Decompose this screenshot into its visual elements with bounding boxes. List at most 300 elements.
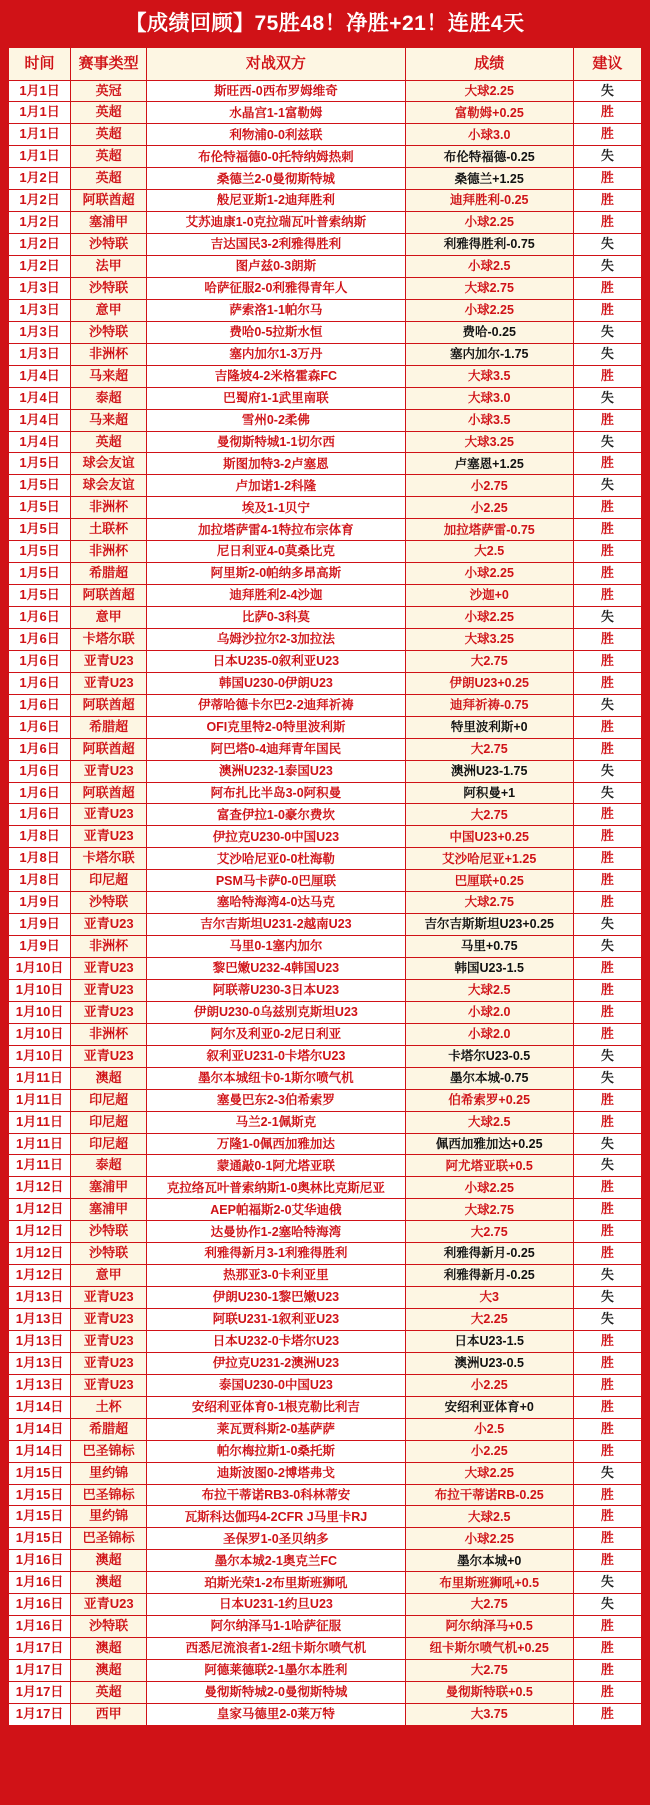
cell-date: 1月15日 — [9, 1462, 71, 1484]
cell-advice: 胜 — [573, 497, 641, 519]
cell-result: 布里斯班狮吼+0.5 — [405, 1572, 573, 1594]
cell-date: 1月6日 — [9, 628, 71, 650]
cell-result: 大球2.5 — [405, 1111, 573, 1133]
cell-match: 马里0-1塞内加尔 — [147, 936, 405, 958]
cell-date: 1月3日 — [9, 277, 71, 299]
cell-advice: 胜 — [573, 1111, 641, 1133]
cell-league: 非洲杯 — [71, 936, 147, 958]
cell-advice: 胜 — [573, 124, 641, 146]
column-header-result: 成绩 — [405, 48, 573, 80]
table-row — [9, 1133, 642, 1155]
cell-date: 1月6日 — [9, 607, 71, 629]
cell-league: 希腊超 — [71, 563, 147, 585]
table-row — [9, 607, 642, 629]
cell-result: 大球2.75 — [405, 892, 573, 914]
cell-advice: 失 — [573, 1265, 641, 1287]
cell-match: 伊拉克U231-2澳洲U23 — [147, 1352, 405, 1374]
cell-match: AEP帕福斯2-0艾华迪俄 — [147, 1199, 405, 1221]
table-row — [9, 826, 642, 848]
cell-league: 阿联酋超 — [71, 585, 147, 607]
cell-match: 比萨0-3科莫 — [147, 607, 405, 629]
table-row — [9, 804, 642, 826]
table-row — [9, 1616, 642, 1638]
cell-result: 大2.5 — [405, 541, 573, 563]
cell-league: 澳超 — [71, 1572, 147, 1594]
table-row — [9, 1023, 642, 1045]
results-table — [8, 47, 642, 1726]
cell-match: 迪拜胜利2-4沙迦 — [147, 585, 405, 607]
cell-advice: 胜 — [573, 102, 641, 124]
table-row — [9, 1045, 642, 1067]
cell-league: 亚青U23 — [71, 1374, 147, 1396]
cell-match: 日本U231-1约旦U23 — [147, 1594, 405, 1616]
cell-result: 韩国U23-1.5 — [405, 958, 573, 980]
table-row — [9, 431, 642, 453]
cell-date: 1月12日 — [9, 1199, 71, 1221]
cell-league: 卡塔尔联 — [71, 848, 147, 870]
cell-league: 巴圣锦标 — [71, 1528, 147, 1550]
cell-date: 1月4日 — [9, 365, 71, 387]
cell-date: 1月12日 — [9, 1177, 71, 1199]
table-row — [9, 760, 642, 782]
cell-league: 非洲杯 — [71, 497, 147, 519]
cell-match: 曼彻斯特城2-0曼彻斯特城 — [147, 1681, 405, 1703]
table-row — [9, 321, 642, 343]
cell-date: 1月15日 — [9, 1484, 71, 1506]
cell-match: 日本U235-0叙利亚U23 — [147, 650, 405, 672]
cell-match: 西悉尼流浪者1-2纽卡斯尔喷气机 — [147, 1638, 405, 1660]
cell-match: 卢加诺1-2科隆 — [147, 475, 405, 497]
cell-match: 桑德兰2-0曼彻斯特城 — [147, 168, 405, 190]
cell-result: 加拉塔萨雷-0.75 — [405, 519, 573, 541]
cell-league: 意甲 — [71, 299, 147, 321]
cell-league: 亚青U23 — [71, 1352, 147, 1374]
cell-result: 安绍利亚体育+0 — [405, 1396, 573, 1418]
cell-advice: 胜 — [573, 1703, 641, 1725]
cell-match: 热那亚3-0卡利亚里 — [147, 1265, 405, 1287]
cell-advice: 失 — [573, 760, 641, 782]
cell-match: 韩国U230-0伊朗U23 — [147, 672, 405, 694]
table-row — [9, 1111, 642, 1133]
cell-date: 1月13日 — [9, 1374, 71, 1396]
cell-advice: 失 — [573, 1462, 641, 1484]
table-row — [9, 628, 642, 650]
cell-date: 1月6日 — [9, 650, 71, 672]
cell-result: 大2.75 — [405, 738, 573, 760]
cell-match: 乌姆沙拉尔2-3加拉法 — [147, 628, 405, 650]
table-row — [9, 1418, 642, 1440]
cell-league: 卡塔尔联 — [71, 628, 147, 650]
cell-match: 阿尔纳泽马1-1哈萨征服 — [147, 1616, 405, 1638]
cell-date: 1月4日 — [9, 387, 71, 409]
cell-league: 英超 — [71, 431, 147, 453]
cell-league: 塞浦甲 — [71, 1199, 147, 1221]
cell-league: 阿联酋超 — [71, 782, 147, 804]
table-row — [9, 168, 642, 190]
table-row — [9, 1155, 642, 1177]
cell-advice: 失 — [573, 914, 641, 936]
cell-match: 阿布扎比半岛3-0阿积曼 — [147, 782, 405, 804]
table-row — [9, 409, 642, 431]
table-row — [9, 936, 642, 958]
cell-date: 1月14日 — [9, 1440, 71, 1462]
cell-result: 澳洲U23-0.5 — [405, 1352, 573, 1374]
cell-advice: 失 — [573, 1155, 641, 1177]
cell-date: 1月10日 — [9, 979, 71, 1001]
table-row — [9, 738, 642, 760]
cell-match: 莱瓦贾科斯2-0基萨萨 — [147, 1418, 405, 1440]
cell-advice: 胜 — [573, 650, 641, 672]
table-row — [9, 1243, 642, 1265]
table-row — [9, 1681, 642, 1703]
cell-date: 1月1日 — [9, 124, 71, 146]
cell-advice: 胜 — [573, 1243, 641, 1265]
cell-date: 1月13日 — [9, 1352, 71, 1374]
cell-date: 1月11日 — [9, 1111, 71, 1133]
table-row — [9, 1309, 642, 1331]
cell-date: 1月16日 — [9, 1594, 71, 1616]
cell-match: 黎巴嫩U232-4韩国U23 — [147, 958, 405, 980]
cell-date: 1月1日 — [9, 146, 71, 168]
cell-result: 布拉干蒂诺RB-0.25 — [405, 1484, 573, 1506]
cell-league: 塞浦甲 — [71, 212, 147, 234]
cell-advice: 胜 — [573, 958, 641, 980]
cell-result: 阿尤塔亚联+0.5 — [405, 1155, 573, 1177]
cell-advice: 失 — [573, 1594, 641, 1616]
cell-date: 1月9日 — [9, 914, 71, 936]
cell-match: 万隆1-0佩西加雅加达 — [147, 1133, 405, 1155]
cell-result: 澳洲U23-1.75 — [405, 760, 573, 782]
cell-date: 1月15日 — [9, 1506, 71, 1528]
table-row — [9, 1440, 642, 1462]
cell-advice: 失 — [573, 1133, 641, 1155]
cell-date: 1月12日 — [9, 1265, 71, 1287]
cell-date: 1月2日 — [9, 168, 71, 190]
cell-league: 沙特联 — [71, 1243, 147, 1265]
cell-league: 亚青U23 — [71, 958, 147, 980]
cell-date: 1月16日 — [9, 1616, 71, 1638]
cell-league: 亚青U23 — [71, 1287, 147, 1309]
table-body — [9, 80, 642, 1725]
cell-league: 沙特联 — [71, 277, 147, 299]
cell-result: 迪拜胜利-0.25 — [405, 190, 573, 212]
cell-league: 澳超 — [71, 1638, 147, 1660]
cell-league: 巴圣锦标 — [71, 1440, 147, 1462]
table-row — [9, 892, 642, 914]
table-row — [9, 343, 642, 365]
cell-result: 卢塞恩+1.25 — [405, 453, 573, 475]
cell-result: 小2.25 — [405, 1440, 573, 1462]
cell-date: 1月6日 — [9, 782, 71, 804]
table-row — [9, 387, 642, 409]
cell-advice: 胜 — [573, 1352, 641, 1374]
cell-date: 1月15日 — [9, 1528, 71, 1550]
cell-league: 球会友谊 — [71, 475, 147, 497]
cell-result: 大3 — [405, 1287, 573, 1309]
cell-match: 阿德莱德联2-1墨尔本胜利 — [147, 1660, 405, 1682]
cell-advice: 失 — [573, 1309, 641, 1331]
cell-match: 萨索洛1-1帕尔马 — [147, 299, 405, 321]
cell-date: 1月14日 — [9, 1418, 71, 1440]
cell-match: 帕尔梅拉斯1-0桑托斯 — [147, 1440, 405, 1462]
cell-date: 1月11日 — [9, 1133, 71, 1155]
cell-league: 亚青U23 — [71, 804, 147, 826]
column-header-league: 赛事类型 — [71, 48, 147, 80]
cell-league: 土杯 — [71, 1396, 147, 1418]
table-row — [9, 1638, 642, 1660]
cell-result: 大球2.5 — [405, 979, 573, 1001]
cell-advice: 失 — [573, 782, 641, 804]
cell-result: 小球3.5 — [405, 409, 573, 431]
cell-match: 迪斯波图0-2博塔弗戈 — [147, 1462, 405, 1484]
cell-league: 球会友谊 — [71, 453, 147, 475]
cell-advice: 失 — [573, 234, 641, 256]
cell-match: PSM马卡萨0-0巴厘联 — [147, 870, 405, 892]
cell-match: 马兰2-1佩斯克 — [147, 1111, 405, 1133]
cell-date: 1月4日 — [9, 409, 71, 431]
cell-league: 亚青U23 — [71, 914, 147, 936]
cell-match: 塞内加尔1-3万丹 — [147, 343, 405, 365]
cell-advice: 失 — [573, 387, 641, 409]
cell-result: 布伦特福德-0.25 — [405, 146, 573, 168]
cell-advice: 失 — [573, 431, 641, 453]
column-header-match: 对战双方 — [147, 48, 405, 80]
table-row — [9, 782, 642, 804]
cell-result: 利雅得新月-0.25 — [405, 1243, 573, 1265]
cell-league: 阿联酋超 — [71, 694, 147, 716]
cell-date: 1月13日 — [9, 1287, 71, 1309]
cell-match: 布伦特福德0-0托特纳姆热刺 — [147, 146, 405, 168]
cell-date: 1月11日 — [9, 1089, 71, 1111]
cell-league: 希腊超 — [71, 716, 147, 738]
cell-match: 利雅得新月3-1利雅得胜利 — [147, 1243, 405, 1265]
cell-result: 墨尔本城+0 — [405, 1550, 573, 1572]
table-row — [9, 870, 642, 892]
cell-match: 阿尔及利亚0-2尼日利亚 — [147, 1023, 405, 1045]
cell-result: 小球2.0 — [405, 1023, 573, 1045]
cell-league: 泰超 — [71, 387, 147, 409]
cell-match: 利物浦0-0利兹联 — [147, 124, 405, 146]
cell-date: 1月17日 — [9, 1703, 71, 1725]
cell-advice: 胜 — [573, 672, 641, 694]
cell-date: 1月2日 — [9, 256, 71, 278]
table-row — [9, 234, 642, 256]
table-row — [9, 1484, 642, 1506]
table-row — [9, 541, 642, 563]
cell-match: 澳洲U232-1泰国U23 — [147, 760, 405, 782]
cell-match: 阿里斯2-0帕纳多昂高斯 — [147, 563, 405, 585]
cell-result: 小球2.25 — [405, 563, 573, 585]
table-row — [9, 958, 642, 980]
cell-league: 亚青U23 — [71, 1045, 147, 1067]
table-row — [9, 1221, 642, 1243]
table-row — [9, 1703, 642, 1725]
cell-result: 大3.75 — [405, 1703, 573, 1725]
cell-match: 皇家马德里2-0莱万特 — [147, 1703, 405, 1725]
cell-result: 大球3.25 — [405, 628, 573, 650]
table-row — [9, 979, 642, 1001]
cell-league: 亚青U23 — [71, 1594, 147, 1616]
cell-league: 英超 — [71, 1681, 147, 1703]
cell-advice: 胜 — [573, 716, 641, 738]
table-row — [9, 1506, 642, 1528]
cell-match: 伊蒂哈德卡尔巴2-2迪拜祈祷 — [147, 694, 405, 716]
cell-advice: 失 — [573, 607, 641, 629]
cell-date: 1月10日 — [9, 1045, 71, 1067]
table-row — [9, 1396, 642, 1418]
cell-league: 英超 — [71, 124, 147, 146]
cell-league: 沙特联 — [71, 321, 147, 343]
cell-date: 1月3日 — [9, 299, 71, 321]
table-row — [9, 1352, 642, 1374]
cell-result: 纽卡斯尔喷气机+0.25 — [405, 1638, 573, 1660]
table-row — [9, 1265, 642, 1287]
cell-league: 澳超 — [71, 1660, 147, 1682]
cell-result: 小球2.0 — [405, 1001, 573, 1023]
cell-match: 费哈0-5拉斯水恒 — [147, 321, 405, 343]
cell-result: 艾沙哈尼亚+1.25 — [405, 848, 573, 870]
cell-match: 伊朗U230-0乌兹别克斯坦U23 — [147, 1001, 405, 1023]
cell-result: 马里+0.75 — [405, 936, 573, 958]
cell-league: 英超 — [71, 102, 147, 124]
cell-league: 非洲杯 — [71, 343, 147, 365]
cell-date: 1月10日 — [9, 1023, 71, 1045]
cell-advice: 胜 — [573, 585, 641, 607]
cell-league: 英超 — [71, 146, 147, 168]
cell-match: 图卢兹0-3朗斯 — [147, 256, 405, 278]
cell-result: 大2.75 — [405, 1221, 573, 1243]
cell-match: 阿联蒂U230-3日本U23 — [147, 979, 405, 1001]
table-row — [9, 124, 642, 146]
table-row — [9, 716, 642, 738]
table-row — [9, 102, 642, 124]
cell-match: 加拉塔萨雷4-1特拉布宗体育 — [147, 519, 405, 541]
cell-league: 沙特联 — [71, 1616, 147, 1638]
cell-date: 1月2日 — [9, 234, 71, 256]
cell-league: 亚青U23 — [71, 1330, 147, 1352]
cell-date: 1月2日 — [9, 212, 71, 234]
cell-match: 雪州0-2柔佛 — [147, 409, 405, 431]
cell-date: 1月11日 — [9, 1155, 71, 1177]
cell-advice: 失 — [573, 256, 641, 278]
cell-result: 迪拜祈祷-0.75 — [405, 694, 573, 716]
cell-date: 1月6日 — [9, 694, 71, 716]
cell-match: 吉隆坡4-2米格霍森FC — [147, 365, 405, 387]
cell-match: OFI克里特2-0特里波利斯 — [147, 716, 405, 738]
cell-match: 克拉络瓦叶普索纳斯1-0奥林比克斯尼亚 — [147, 1177, 405, 1199]
column-header-advice: 建议 — [573, 48, 641, 80]
table-row — [9, 1528, 642, 1550]
cell-match: 艾苏迪康1-0克拉瑞瓦叶普索纳斯 — [147, 212, 405, 234]
cell-match: 吉尔吉斯坦U231-2越南U23 — [147, 914, 405, 936]
cell-result: 小2.5 — [405, 1418, 573, 1440]
cell-match: 珀斯光荣1-2布里斯班狮吼 — [147, 1572, 405, 1594]
cell-league: 塞浦甲 — [71, 1177, 147, 1199]
cell-advice: 胜 — [573, 1374, 641, 1396]
cell-date: 1月12日 — [9, 1243, 71, 1265]
cell-league: 希腊超 — [71, 1418, 147, 1440]
cell-result: 小球2.25 — [405, 299, 573, 321]
cell-advice: 胜 — [573, 1550, 641, 1572]
table-row — [9, 1001, 642, 1023]
cell-result: 小球2.5 — [405, 256, 573, 278]
cell-league: 西甲 — [71, 1703, 147, 1725]
cell-advice: 失 — [573, 146, 641, 168]
cell-league: 非洲杯 — [71, 541, 147, 563]
cell-match: 阿巴塔0-4迪拜青年国民 — [147, 738, 405, 760]
cell-league: 土联杯 — [71, 519, 147, 541]
cell-advice: 胜 — [573, 628, 641, 650]
cell-league: 英超 — [71, 168, 147, 190]
cell-result: 费哈-0.25 — [405, 321, 573, 343]
cell-match: 蒙通敲0-1阿尤塔亚联 — [147, 1155, 405, 1177]
cell-league: 泰超 — [71, 1155, 147, 1177]
cell-advice: 胜 — [573, 365, 641, 387]
cell-match: 伊拉克U230-0中国U23 — [147, 826, 405, 848]
cell-advice: 胜 — [573, 1221, 641, 1243]
cell-result: 桑德兰+1.25 — [405, 168, 573, 190]
cell-date: 1月5日 — [9, 585, 71, 607]
cell-league: 巴圣锦标 — [71, 1484, 147, 1506]
cell-date: 1月4日 — [9, 431, 71, 453]
page-title: 【成绩回顾】75胜48！净胜+21！连胜4天 — [125, 12, 525, 35]
cell-result: 大球3.25 — [405, 431, 573, 453]
cell-result: 大2.75 — [405, 804, 573, 826]
cell-result: 利雅得新月-0.25 — [405, 1265, 573, 1287]
cell-result: 吉尔吉斯斯坦U23+0.25 — [405, 914, 573, 936]
cell-result: 中国U23+0.25 — [405, 826, 573, 848]
cell-match: 塞曼巴东2-3伯希索罗 — [147, 1089, 405, 1111]
cell-date: 1月9日 — [9, 892, 71, 914]
cell-league: 意甲 — [71, 607, 147, 629]
cell-result: 小球2.25 — [405, 1528, 573, 1550]
cell-result: 墨尔本城-0.75 — [405, 1067, 573, 1089]
table-row — [9, 1572, 642, 1594]
cell-advice: 胜 — [573, 1396, 641, 1418]
cell-match: 曼彻斯特城1-1切尔西 — [147, 431, 405, 453]
cell-date: 1月5日 — [9, 497, 71, 519]
cell-league: 非洲杯 — [71, 1023, 147, 1045]
cell-result: 大球3.0 — [405, 387, 573, 409]
cell-advice: 胜 — [573, 1506, 641, 1528]
cell-advice: 失 — [573, 1287, 641, 1309]
cell-league: 意甲 — [71, 1265, 147, 1287]
cell-match: 阿联U231-1叙利亚U23 — [147, 1309, 405, 1331]
cell-advice: 胜 — [573, 1330, 641, 1352]
cell-date: 1月1日 — [9, 80, 71, 102]
cell-league: 沙特联 — [71, 892, 147, 914]
cell-advice: 胜 — [573, 168, 641, 190]
table-row — [9, 1177, 642, 1199]
cell-league: 里约锦 — [71, 1462, 147, 1484]
table-row — [9, 299, 642, 321]
table-row — [9, 585, 642, 607]
cell-result: 曼彻斯特联+0.5 — [405, 1681, 573, 1703]
cell-date: 1月12日 — [9, 1221, 71, 1243]
cell-match: 墨尔本城2-1奥克兰FC — [147, 1550, 405, 1572]
cell-advice: 胜 — [573, 1660, 641, 1682]
cell-date: 1月10日 — [9, 1001, 71, 1023]
cell-league: 亚青U23 — [71, 672, 147, 694]
cell-advice: 失 — [573, 1045, 641, 1067]
cell-result: 小球3.0 — [405, 124, 573, 146]
cell-result: 日本U23-1.5 — [405, 1330, 573, 1352]
cell-league: 亚青U23 — [71, 1001, 147, 1023]
cell-date: 1月3日 — [9, 343, 71, 365]
cell-result: 卡塔尔U23-0.5 — [405, 1045, 573, 1067]
cell-advice: 胜 — [573, 1616, 641, 1638]
cell-league: 里约锦 — [71, 1506, 147, 1528]
